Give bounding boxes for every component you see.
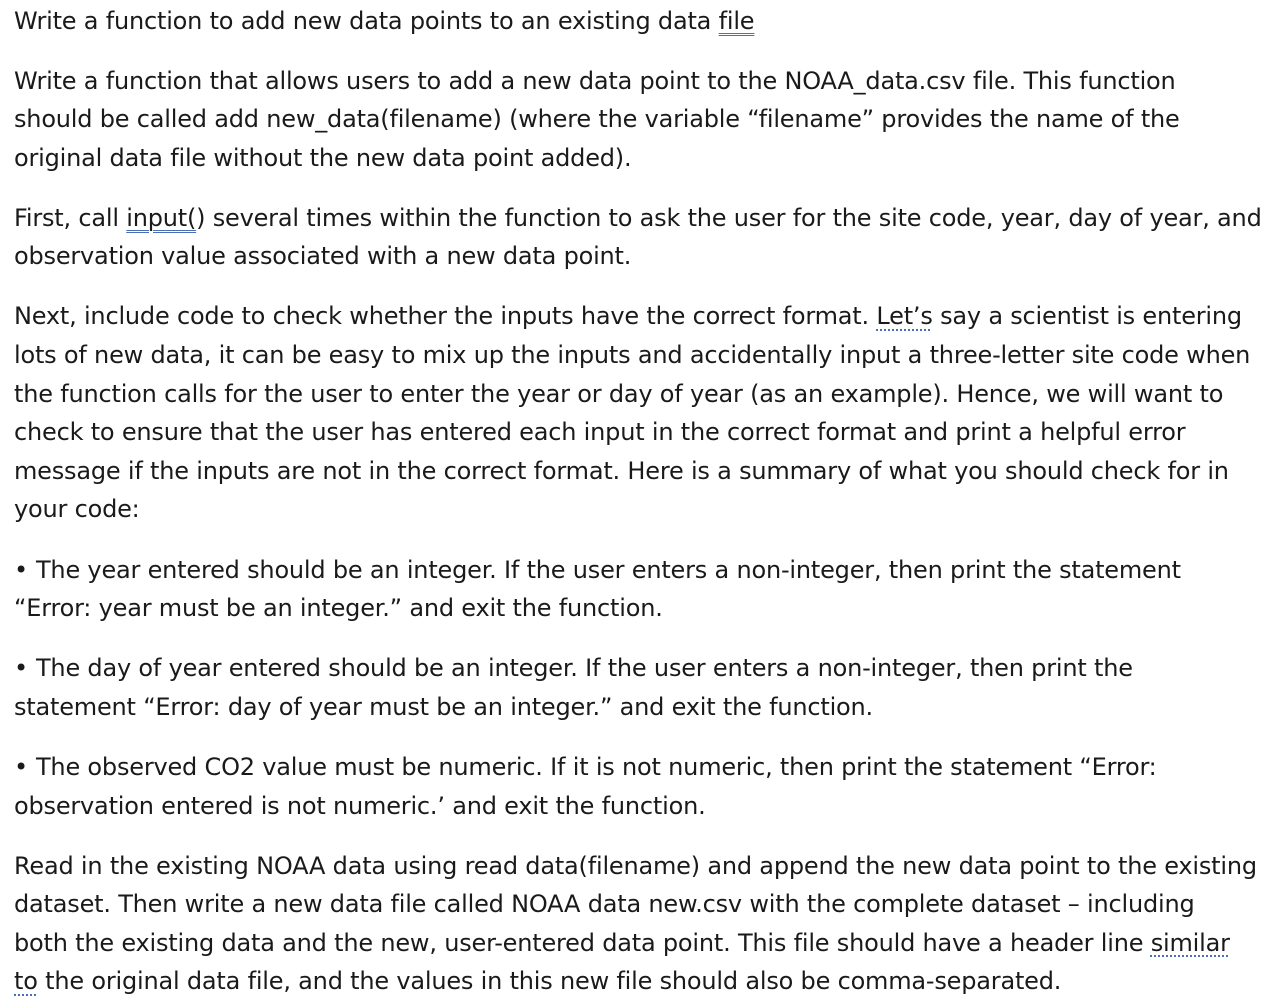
text-span: say a scientist is entering (932, 302, 1242, 331)
paragraph-line: observation value associated with a new data point. (14, 242, 632, 271)
paragraph-line: lots of new data, it can be easy to mix up the inputs and accidentally input a three-letter site code when (14, 341, 1251, 370)
paragraph-line (14, 199, 1264, 238)
text-span: The observed CO2 value must be numeric. If it is not numeric, then print the statement “Error: (35, 752, 1157, 781)
paragraph-line: check to ensure that the user has entered each input in the correct format and print a helpful error (14, 418, 1186, 447)
paragraph-format-check (14, 297, 1264, 529)
paragraph-line: should be called add new_data(filename) (where the variable “filename” provides the name of the (14, 105, 1180, 134)
bullet-line (14, 748, 1264, 787)
bullet-icon: • (14, 555, 28, 584)
text-span: First, call (14, 203, 127, 232)
paragraph-line: message if the inputs are not in the correct format. Here is a summary of what you should check for in (14, 456, 1229, 485)
text-span: The day of year entered should be an integer. If the user enters a non-integer, then print the (35, 654, 1133, 683)
paragraph-line: dataset. Then write a new data file called NOAA data new.csv with the complete dataset – including (14, 890, 1195, 919)
paragraph-write-file (14, 847, 1264, 1001)
bullet-day-of-year (14, 649, 1264, 726)
bullet-co2-value (14, 748, 1264, 825)
paragraph-function-intro (14, 62, 1264, 178)
title-grammar-flag: file (718, 7, 755, 35)
text-span: The year entered should be an integer. If the user enters a non-integer, then print the statement (35, 555, 1181, 584)
similar-grammar-flag: similar (1150, 928, 1230, 957)
text-span: ) several times within the function to ask the user for the site code, year, day of year, and (196, 203, 1262, 232)
paragraph-line: the function calls for the user to enter the year or day of year (as an example). Hence, we will want to (14, 379, 1224, 408)
bullet-line: observation entered is not numeric.’ and exit the function. (14, 791, 706, 820)
bullet-year (14, 551, 1264, 628)
bullet-icon: • (14, 654, 28, 683)
paragraph-line (14, 924, 1264, 963)
title-text: Write a function to add new data points to an existing data (14, 7, 719, 35)
paragraph-line: your code: (14, 495, 140, 524)
text-span: the original data file, and the values in this new file should also be comma-separated. (37, 967, 1062, 996)
text-span: Next, include code to check whether the inputs have the correct format. (14, 302, 877, 331)
input-grammar-flag: input( (126, 203, 197, 232)
paragraph-line: original data file without the new data point added). (14, 143, 632, 172)
bullet-line: statement “Error: day of year must be an integer.” and exit the function. (14, 692, 873, 721)
bullet-line: “Error: year must be an integer.” and exit the function. (14, 594, 663, 623)
bullet-icon: • (14, 752, 28, 781)
to-grammar-flag: to (14, 967, 38, 996)
bullet-line (14, 551, 1264, 590)
paragraph-line: Write a function that allows users to add a new data point to the NOAA_data.csv file. This function (14, 66, 1176, 95)
paragraph-line: Read in the existing NOAA data using read data(filename) and append the new data point to the existing (14, 851, 1257, 880)
text-span: both the existing data and the new, user-entered data point. This file should have a header line (14, 928, 1151, 957)
lets-grammar-flag: Let’s (876, 302, 933, 331)
paragraph-input-calls (14, 199, 1264, 276)
document-title (14, 2, 1264, 40)
paragraph-line (14, 297, 1264, 336)
paragraph-line (14, 962, 1264, 1001)
bullet-line (14, 649, 1264, 688)
